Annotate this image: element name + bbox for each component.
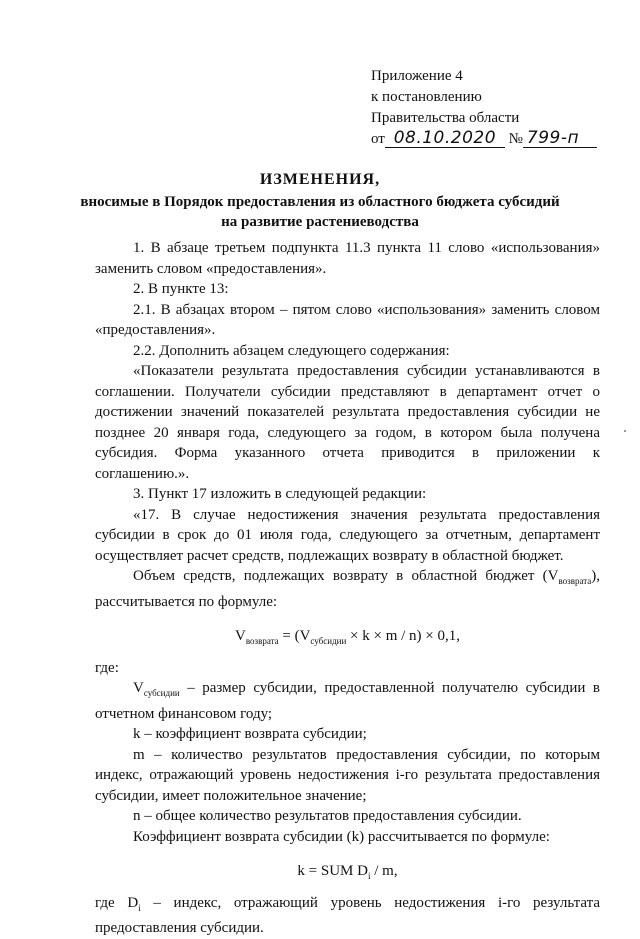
paragraph-2-1: 2.1. В абзацах втором – пятом слово «использования» заменить словом «предоставления». — [95, 301, 600, 338]
handwritten-date: 08.10.2020 — [385, 129, 505, 148]
definition-1-a: V — [133, 680, 144, 696]
formula-2 — [95, 861, 600, 887]
paragraph-volume — [95, 566, 600, 612]
volume-subscript: возврата — [558, 576, 592, 586]
where-label-2 — [95, 893, 600, 939]
definition-1-b: – размер субсидии, предоставленной получателю субсидии в отчетном финансовом году; — [95, 680, 600, 722]
quoted-paragraph-results: «Показатели результата предоставления субсидии устанавливаются в соглашении. Получатели субсидии представляют в департамент отчет о достижении значений показателей результата предоставления субсидии не позднее 20 января года, следующего за годом, в котором была получена субсидия. Форма указанного отчета приводится в приложении к соглашению.». — [95, 363, 600, 482]
title-line-2: вносимые в Порядок предоставления из областного бюджета субсидий — [80, 194, 560, 210]
where-2-sub: i — [138, 902, 141, 913]
paragraph-2-2: 2.2. Дополнить абзацем следующего содержания: — [133, 342, 450, 359]
definition-1-sub: субсидии — [143, 688, 180, 698]
definition-k: k – коэффициент возврата субсидии; — [133, 726, 367, 742]
appendix-block — [371, 66, 597, 150]
formula-2-b: / m, — [370, 863, 398, 879]
paragraph-3: 3. Пункт 17 изложить в следующей редакции: — [133, 486, 427, 502]
title-line-3: на развитие растениеводства — [221, 214, 419, 230]
volume-text-a: Объем средств, подлежащих возврату в областной бюджет (V — [133, 568, 559, 584]
definition-m: m – количество результатов предоставления субсидии, по которым индекс, отражающий уровень недостижения i-го результата предоставления субсидии, имеет положительное значение; — [95, 746, 600, 804]
formula-1-sub-2: субсидии — [310, 636, 347, 646]
document-title — [80, 170, 560, 232]
formula-2-sub: i — [367, 871, 371, 881]
quoted-paragraph-17: «17. В случае недостижения значения результата предоставления субсидии в срок до 01 июля года, следующего за отчетным, департамент осуществляет расчет средств, подлежащих возврату в областной бюджет. — [95, 506, 600, 564]
where-2-b: – индекс, отражающий уровень недостижения i-го результата предоставления субсидии. — [95, 894, 601, 936]
paragraph-2: 2. В пункте 13: — [133, 281, 229, 297]
paragraph-coefficient: Коэффициент возврата субсидии (k) рассчитывается по формуле: — [133, 828, 550, 845]
from-prefix: от — [371, 131, 385, 147]
formula-1-a: V — [234, 628, 246, 644]
appendix-line-3: Правительства области — [371, 110, 520, 126]
definition-n: n – общее количество результатов предоставления субсидии. — [133, 808, 522, 824]
handwritten-number: 799-п — [523, 129, 597, 148]
appendix-date-number-line — [371, 129, 597, 150]
appendix-line-1: Приложение 4 — [371, 68, 463, 84]
formula-1 — [95, 626, 600, 652]
paragraph-1: 1. В абзаце третьем подпункта 11.3 пункта 11 слово «использования» заменить словом «предоставления». — [95, 240, 600, 277]
where-label-1: где: — [95, 659, 119, 676]
scan-dot-mark — [624, 430, 626, 432]
volume-text-b: ), рассчитывается по формуле: — [95, 568, 600, 610]
appendix-line-2: к постановлению — [371, 89, 482, 105]
document-body — [95, 238, 600, 939]
formula-1-b: = (V — [278, 628, 311, 644]
formula-1-sub-1: возврата — [245, 636, 279, 646]
definition-v-subsidy — [95, 678, 600, 724]
where-2-a: где D — [95, 894, 139, 911]
formula-1-c: × k × m / n) × 0,1, — [346, 628, 460, 644]
formula-2-a: k = SUM D — [297, 863, 368, 879]
title-line-1: ИЗМЕНЕНИЯ, — [259, 171, 381, 188]
number-sign: № — [508, 131, 523, 147]
